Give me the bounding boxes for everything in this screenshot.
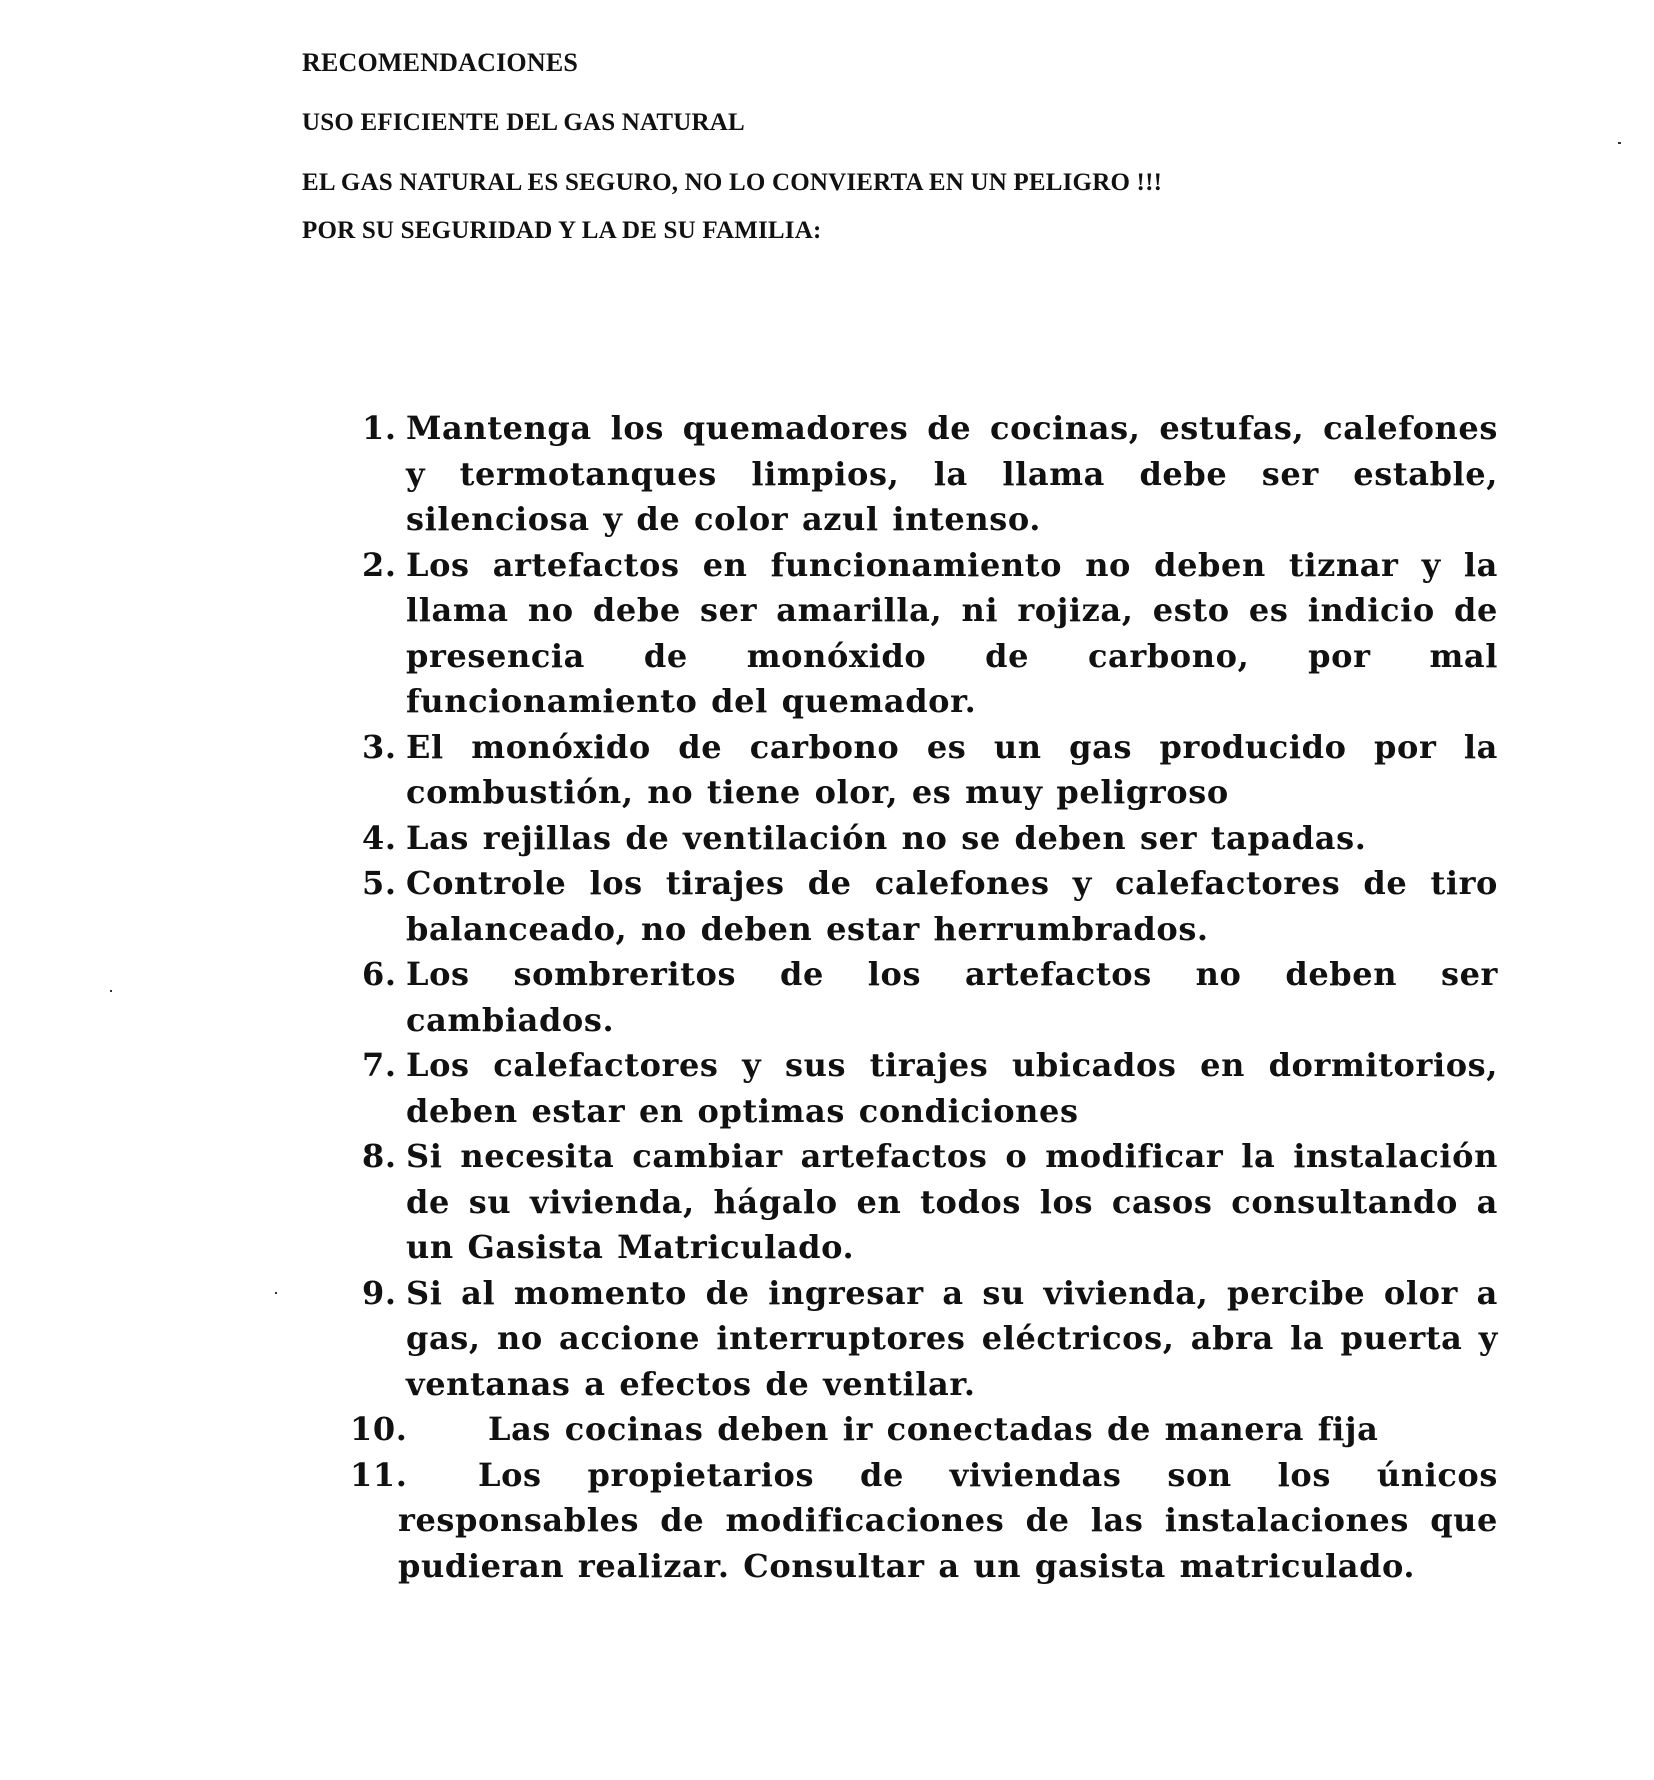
document-subtitle: USO EFICIENTE DEL GAS NATURAL xyxy=(302,109,745,136)
item-text: Los propietarios de viviendas son los únicos responsables de modificaciones de las instalaciones que pudieran realizar. Consultar a un gasista matriculado. xyxy=(398,1455,1498,1585)
item-text: Los sombreritos de los artefactos no deben ser cambiados. xyxy=(406,955,1498,1039)
item-number: 7. xyxy=(362,1046,397,1084)
list-item xyxy=(350,1407,1498,1453)
item-number: 5. xyxy=(362,864,397,902)
item-number: 1. xyxy=(362,409,397,447)
item-number: 4. xyxy=(362,818,397,857)
scan-speck xyxy=(1618,142,1621,144)
item-number: 3. xyxy=(362,727,397,766)
safety-intro: POR SU SEGURIDAD Y LA DE SU FAMILIA: xyxy=(302,217,822,244)
safety-warning: EL GAS NATURAL ES SEGURO, NO LO CONVIERTA EN UN PELIGRO !!! xyxy=(302,169,1163,196)
list-item xyxy=(350,952,1498,1043)
item-number: 11. xyxy=(350,1455,408,1494)
item-number: 9. xyxy=(362,1273,397,1312)
document-header xyxy=(302,48,1402,246)
item-text: Las cocinas deben ir conectadas de manera fija xyxy=(488,1410,1379,1448)
list-item xyxy=(350,816,1498,862)
item-text: El monóxido de carbono es un gas producido por la combustión, no tiene olor, es muy peligroso xyxy=(406,727,1498,811)
document-title: RECOMENDACIONES xyxy=(302,48,579,77)
list-item xyxy=(350,1043,1498,1134)
scan-speck xyxy=(275,1292,277,1294)
item-text: Controle los tirajes de calefones y calefactores de tiro balanceado, no deben estar herrumbrados. xyxy=(406,864,1498,948)
list-item xyxy=(350,861,1498,952)
item-text: Si al momento de ingresar a su vivienda, percibe olor a gas, no accione interruptores eléctricos, abra la puerta y ventanas a efectos de ventilar. xyxy=(406,1273,1498,1403)
list-item xyxy=(350,406,1498,543)
item-text: Las rejillas de ventilación no se deben ser tapadas. xyxy=(406,818,1367,857)
item-text: Los calefactores y sus tirajes ubicados en dormitorios, deben estar en optimas condiciones xyxy=(406,1046,1498,1130)
recommendations-list xyxy=(350,406,1498,1589)
item-number: 6. xyxy=(362,955,397,993)
item-text: Los artefactos en funcionamiento no deben tiznar y la llama no debe ser amarilla, ni rojiza, esto es indicio de presencia de monóxido de carbono, por mal funcionamiento del quemador. xyxy=(406,545,1498,720)
list-item xyxy=(350,1271,1498,1408)
item-text: Si necesita cambiar artefactos o modificar la instalación de su vivienda, hágalo en todos los casos consultando a un Gasista Matriculado. xyxy=(406,1137,1498,1266)
list-item xyxy=(350,543,1498,725)
item-number: 10. xyxy=(350,1410,408,1448)
item-number: 8. xyxy=(362,1137,397,1175)
item-number: 2. xyxy=(362,545,397,584)
list-item xyxy=(350,1134,1498,1271)
scan-speck xyxy=(110,990,112,992)
list-item xyxy=(350,1453,1498,1590)
item-text: Mantenga los quemadores de cocinas, estufas, calefones y termotanques limpios, la llama debe ser estable, silenciosa y de color azul intenso. xyxy=(406,409,1498,538)
list-item xyxy=(350,725,1498,816)
